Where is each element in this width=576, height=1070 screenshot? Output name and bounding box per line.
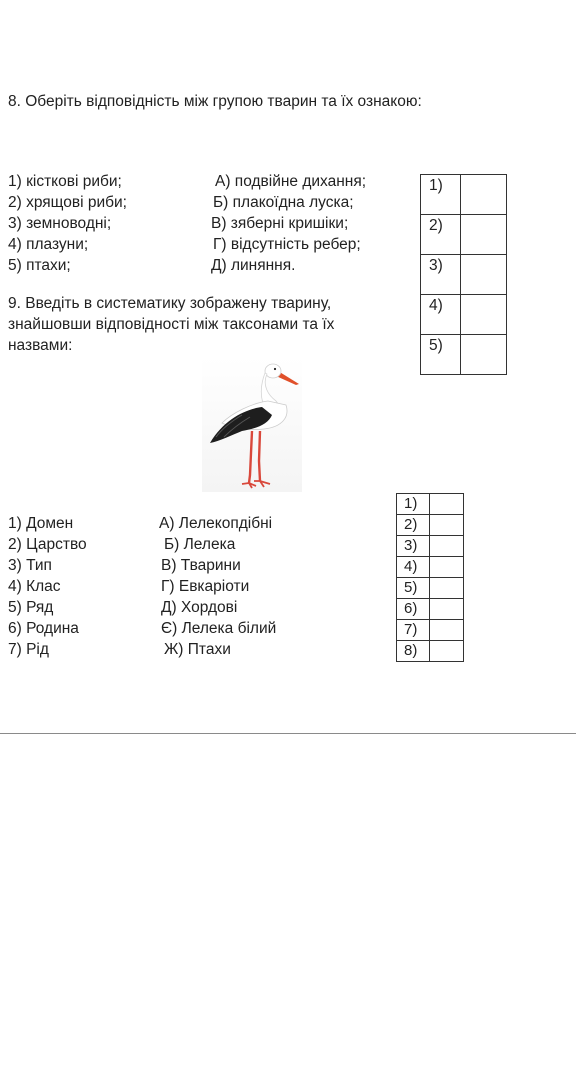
- q9-answer-table: [396, 493, 464, 662]
- q9-names-list: [159, 514, 276, 661]
- q9-taxon-item: 6) Родина: [8, 620, 79, 637]
- q9-name-item: Д) Хордові: [161, 599, 238, 616]
- q9-taxon-item: 1) Домен: [8, 515, 74, 532]
- q9-name-item: Є) Лелека білий: [161, 620, 277, 637]
- q9-name-item: Ж) Птахи: [164, 641, 231, 658]
- answer-cell[interactable]: [430, 557, 464, 578]
- q8-feature-item: Д) линяння.: [211, 257, 296, 274]
- question-9-title: [8, 294, 408, 357]
- q8-feature-item: В) зяберні кришіки;: [211, 215, 349, 232]
- answer-cell[interactable]: [461, 215, 507, 255]
- table-row: [397, 620, 464, 641]
- q8-group-item: 3) земноводні;: [8, 215, 112, 232]
- table-row: [421, 215, 507, 255]
- table-row: [397, 515, 464, 536]
- q9-title-line: назвами:: [8, 337, 73, 354]
- answer-row-number: 5): [421, 335, 461, 375]
- q9-name-item: Б) Лелека: [164, 536, 236, 553]
- table-row: [421, 175, 507, 215]
- q9-name-item: Г) Евкаріоти: [161, 578, 250, 595]
- answer-cell[interactable]: [430, 641, 464, 662]
- answer-row-number: 2): [397, 515, 430, 536]
- answer-cell[interactable]: [461, 175, 507, 215]
- q8-group-item: 5) птахи;: [8, 257, 71, 274]
- answer-cell[interactable]: [430, 599, 464, 620]
- table-row: [397, 578, 464, 599]
- answer-row-number: 1): [397, 494, 430, 515]
- table-row: [397, 494, 464, 515]
- table-row: [397, 641, 464, 662]
- answer-row-number: 6): [397, 599, 430, 620]
- q8-groups-list: [8, 172, 127, 277]
- answer-cell[interactable]: [430, 515, 464, 536]
- table-row: [397, 536, 464, 557]
- table-row: [397, 599, 464, 620]
- q9-taxon-item: 4) Клас: [8, 578, 61, 595]
- q9-title-line: знайшовши відповідності між таксонами та їх: [8, 316, 335, 333]
- answer-row-number: 5): [397, 578, 430, 599]
- q8-group-item: 1) кісткові риби;: [8, 173, 122, 190]
- answer-cell[interactable]: [430, 494, 464, 515]
- table-row: [421, 335, 507, 375]
- table-row: [421, 255, 507, 295]
- answer-row-number: 1): [421, 175, 461, 215]
- q8-group-item: 4) плазуни;: [8, 236, 89, 253]
- q9-taxon-item: 3) Тип: [8, 557, 52, 574]
- q9-title-line: 9. Введіть в систематику зображену тварину,: [8, 295, 332, 312]
- answer-row-number: 4): [397, 557, 430, 578]
- q9-name-item: В) Тварини: [161, 557, 241, 574]
- answer-cell[interactable]: [430, 578, 464, 599]
- q8-feature-item: Б) плакоїдна луска;: [213, 194, 354, 211]
- page-divider: [0, 733, 576, 734]
- answer-cell[interactable]: [430, 536, 464, 557]
- answer-row-number: 7): [397, 620, 430, 641]
- answer-row-number: 4): [421, 295, 461, 335]
- stork-illustration: [202, 357, 302, 492]
- q8-features-list: [211, 172, 366, 277]
- q9-name-item: А) Лелекопдібні: [159, 515, 273, 532]
- q9-taxon-item: 5) Ряд: [8, 599, 54, 616]
- table-row: [397, 557, 464, 578]
- table-row: [421, 295, 507, 335]
- q8-group-item: 2) хрящові риби;: [8, 194, 127, 211]
- answer-cell[interactable]: [461, 255, 507, 295]
- question-8-title: 8. Оберіть відповідність між групою тварин та їх ознакою:: [8, 93, 422, 110]
- answer-row-number: 3): [397, 536, 430, 557]
- answer-cell[interactable]: [430, 620, 464, 641]
- q9-taxon-item: 7) Рід: [8, 641, 49, 658]
- q8-feature-item: А) подвійне дихання;: [215, 173, 367, 190]
- answer-row-number: 8): [397, 641, 430, 662]
- answer-row-number: 2): [421, 215, 461, 255]
- q9-taxon-item: 2) Царство: [8, 536, 87, 553]
- q9-taxa-list: [8, 514, 87, 661]
- q8-feature-item: Г) відсутність ребер;: [213, 236, 361, 253]
- q8-answer-table: [420, 174, 507, 375]
- answer-cell[interactable]: [461, 335, 507, 375]
- answer-cell[interactable]: [461, 295, 507, 335]
- answer-row-number: 3): [421, 255, 461, 295]
